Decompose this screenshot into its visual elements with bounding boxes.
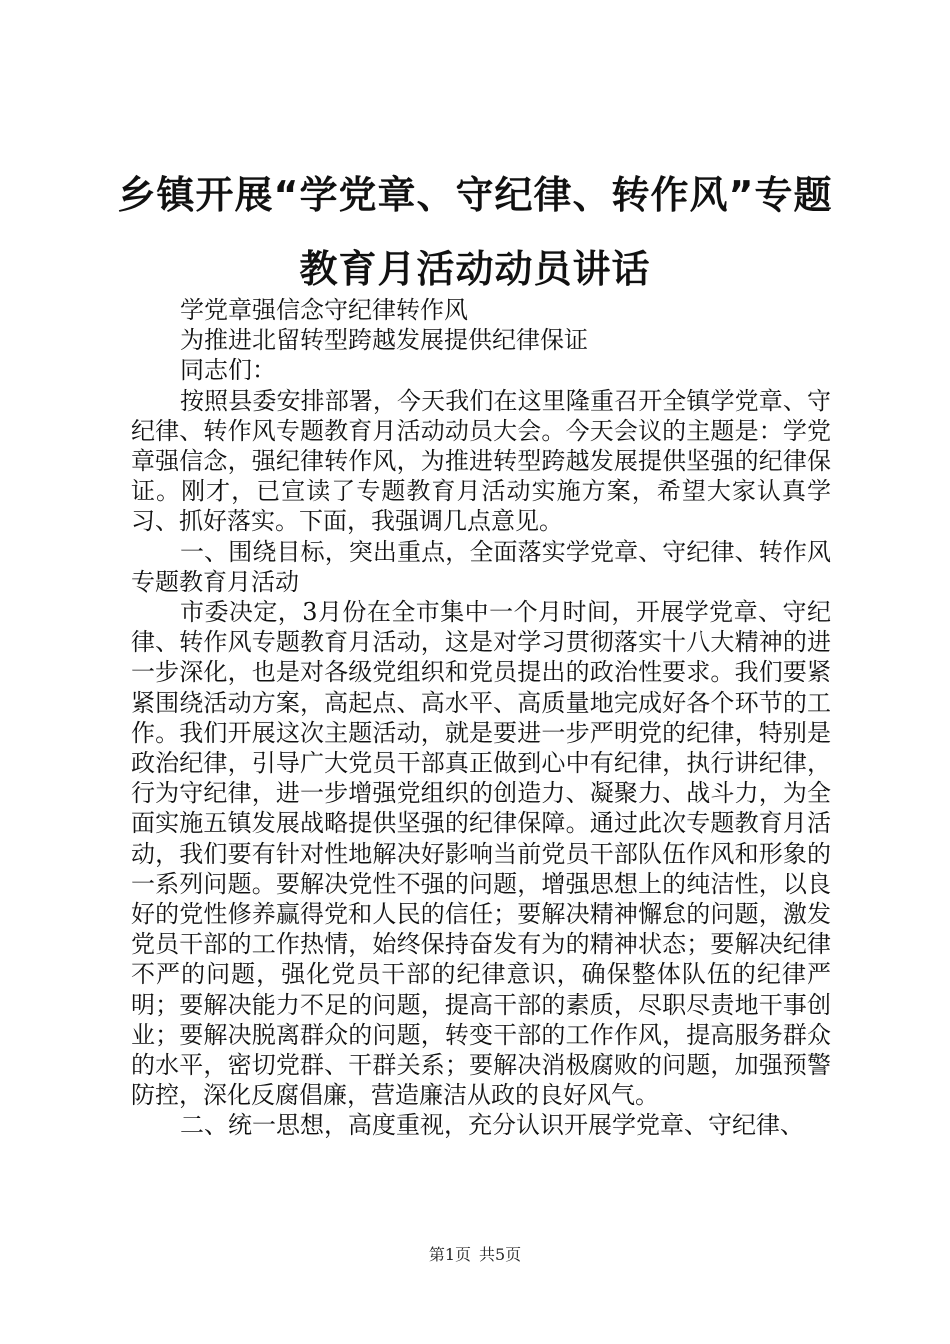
document-body — [131, 295, 831, 1141]
section-heading-2: 二、统一思想，高度重视，充分认识开展学党章、守纪律、 — [180, 1111, 804, 1140]
page-number: 第1页 — [428, 1245, 471, 1264]
paragraph-opening: 按照县委安排部署，今天我们在这里隆重召开全镇学党章、守纪律、转作风专题教育月活动动员大会。今天会议的主题是：学党章强信念，强纪律转作风，为推进转型跨越发展提供坚强的纪律保证。刚才，已宣读了专题教育月活动实施方案，希望大家认真学习、抓好落实。下面，我强调几点意见。 — [131, 386, 831, 536]
page-footer — [0, 1245, 950, 1265]
document-title: 乡镇开展“学党章、守纪律、转作风”专题教育月活动动员讲话 — [117, 173, 833, 291]
paragraph-section-1: 市委决定，3月份在全市集中一个月时间，开展学党章、守纪律、转作风专题教育月活动，这是对学习贯彻落实十八大精神的进一步深化，也是对各级党组织和党员提出的政治性要求。我们要紧紧围绕活动方案，高起点、高水平、高质量地完成好各个环节的工作。我们开展这次主题活动，就是要进一步严明党的纪律，特别是政治纪律，引导广大党员干部真正做到心中有纪律，执行讲纪律，行为守纪律，进一步增强党组织的创造力、凝聚力、战斗力，为全面实施五镇发展战略提供坚强的纪律保障。通过此次专题教育月活动，我们要有针对性地解决好影响当前党员干部队伍作风和形象的一系列问题。要解决党性不强的问题，增强思想上的纯洁性，以良好的党性修养赢得党和人民的信任；要解决精神懈怠的问题，激发党员干部的工作热情，始终保持奋发有为的精神状态；要解决纪律不严的问题，强化党员干部的纪律意识，确保整体队伍的纪律严明；要解决能力不足的问题，提高干部的素质，尽职尽责地干事创业；要解决脱离群众的问题，转变干部的工作作风，提高服务群众的水平，密切党群、干群关系；要解决消极腐败的问题，加强预警防控，深化反腐倡廉，营造廉洁从政的良好风气。 — [131, 598, 831, 1110]
page-total: 共5页 — [479, 1245, 522, 1264]
subtitle-line-1: 学党章强信念守纪律转作风 — [180, 296, 468, 324]
section-heading-1: 一、围绕目标，突出重点，全面落实学党章、守纪律、转作风专题教育月活动 — [131, 537, 831, 596]
subtitle-line-2: 为推进北留转型跨越发展提供纪律保证 — [180, 326, 588, 355]
salutation: 同志们： — [180, 356, 276, 385]
